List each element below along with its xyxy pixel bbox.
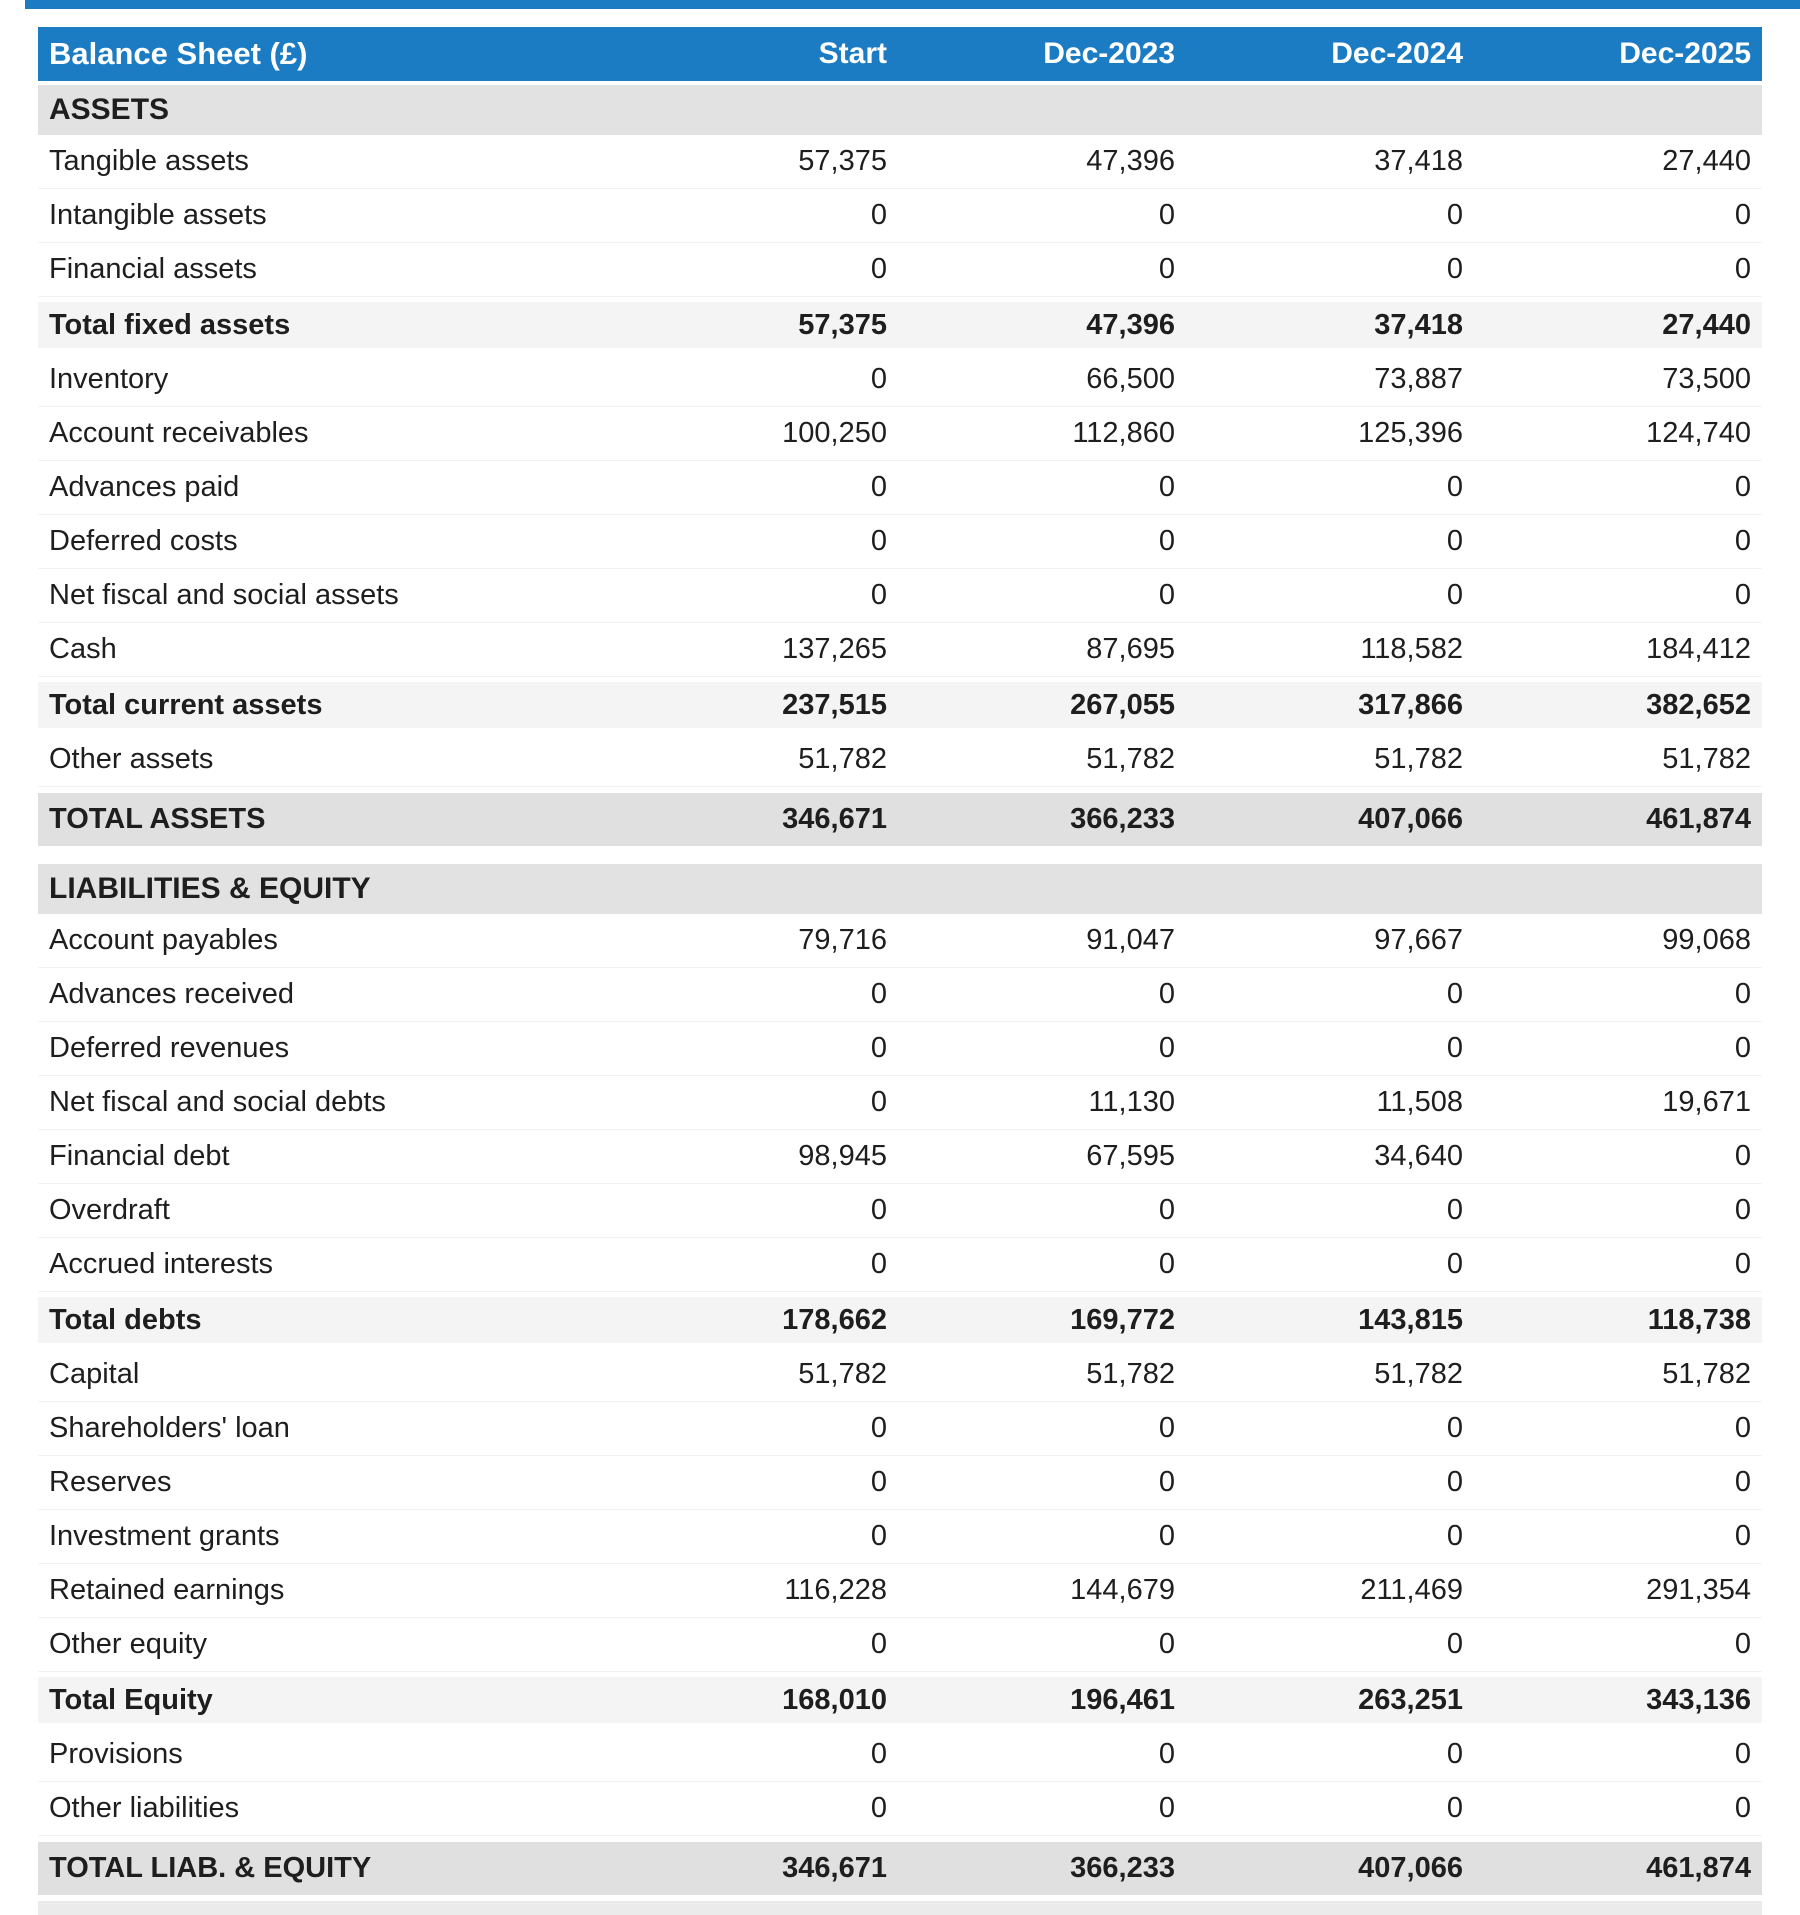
- cell-value: 11,508: [1376, 1086, 1463, 1118]
- cell-value: 0: [1158, 579, 1175, 611]
- cell-value: 100,250: [782, 417, 887, 449]
- cell-value: 57,375: [798, 145, 887, 177]
- cell-value: 407,066: [1358, 1852, 1463, 1884]
- row-label: Inventory: [49, 363, 169, 395]
- row-label: ASSETS: [49, 93, 170, 126]
- row-label: Account payables: [49, 924, 278, 956]
- cell-value: 0: [870, 199, 887, 231]
- cell-value: 178,662: [782, 1303, 887, 1336]
- cell-value: 0: [870, 525, 887, 557]
- cell-value: 0: [1158, 471, 1175, 503]
- column-header-start: Start: [818, 37, 887, 70]
- subtotal-row: [38, 1677, 1762, 1723]
- table-row: [38, 1456, 1762, 1510]
- cell-value: 407,066: [1358, 803, 1463, 835]
- cell-value: 19,671: [1662, 1086, 1751, 1118]
- cell-value: 99,068: [1662, 924, 1751, 956]
- row-label: Tangible assets: [49, 145, 249, 177]
- cell-value: 0: [1734, 1248, 1751, 1280]
- row-label: Cash: [49, 633, 117, 665]
- cell-value: 0: [870, 471, 887, 503]
- cell-value: 47,396: [1086, 308, 1175, 341]
- cell-value: 0: [1446, 1032, 1463, 1064]
- cell-value: 0: [1734, 1738, 1751, 1770]
- table-row: [38, 914, 1762, 968]
- row-label: Net fiscal and social assets: [49, 579, 399, 611]
- cell-value: 0: [1734, 579, 1751, 611]
- cell-value: 112,860: [1072, 417, 1175, 449]
- table-row: [38, 623, 1762, 677]
- cell-value: 125,396: [1358, 417, 1463, 449]
- cell-value: 0: [1734, 1628, 1751, 1660]
- cell-value: 137,265: [782, 633, 887, 665]
- row-label: Financial debt: [49, 1140, 230, 1172]
- table-row: [38, 1130, 1762, 1184]
- table-row: [38, 1348, 1762, 1402]
- cell-value: 11,130: [1088, 1086, 1175, 1118]
- row-label: Shareholders' loan: [49, 1412, 290, 1444]
- row-label: Intangible assets: [49, 199, 267, 231]
- cell-value: 47,396: [1086, 145, 1175, 177]
- table-row: [38, 189, 1762, 243]
- cell-value: 66,500: [1086, 363, 1175, 395]
- table-row: [38, 1564, 1762, 1618]
- section-heading-row: [38, 85, 1762, 135]
- cell-value: 346,671: [782, 1852, 887, 1884]
- cell-value: 366,233: [1070, 1852, 1175, 1884]
- cell-value: 98,945: [798, 1140, 887, 1172]
- cell-value: 0: [1446, 1792, 1463, 1824]
- row-label: Other assets: [49, 743, 214, 775]
- row-label: TOTAL ASSETS: [49, 803, 266, 835]
- cell-value: 382,652: [1646, 688, 1751, 721]
- row-label: Total current assets: [49, 688, 323, 721]
- grand-total-row: [38, 1842, 1762, 1895]
- cell-value: 51,782: [1662, 1358, 1751, 1390]
- cell-value: 0: [1734, 1792, 1751, 1824]
- cell-value: 143,815: [1358, 1303, 1463, 1336]
- row-label: Advances received: [49, 978, 295, 1010]
- row-label: Reserves: [49, 1466, 172, 1498]
- cell-value: 0: [870, 363, 887, 395]
- cell-value: 0: [1734, 1520, 1751, 1552]
- cell-value: 51,782: [1374, 743, 1463, 775]
- cell-value: 0: [1158, 1738, 1175, 1770]
- row-label: Advances paid: [49, 471, 240, 503]
- cell-value: 79,716: [798, 924, 887, 956]
- cell-value: 0: [870, 1792, 887, 1824]
- cell-value: 0: [1734, 1412, 1751, 1444]
- grand-total-row: [38, 793, 1762, 846]
- row-label: Deferred revenues: [49, 1032, 290, 1064]
- table-row: [38, 1510, 1762, 1564]
- row-label: Account receivables: [49, 417, 309, 449]
- cell-value: 87,695: [1086, 633, 1175, 665]
- cell-value: 0: [1734, 1194, 1751, 1226]
- cell-value: 0: [870, 1032, 887, 1064]
- cell-value: 91,047: [1086, 924, 1175, 956]
- cell-value: 0: [870, 978, 887, 1010]
- table-row: [38, 407, 1762, 461]
- table-title: Balance Sheet (£): [49, 36, 308, 71]
- cell-value: 0: [1446, 1194, 1463, 1226]
- cell-value: 0: [1734, 199, 1751, 231]
- cell-value: 0: [1446, 471, 1463, 503]
- table-row: [38, 353, 1762, 407]
- row-label: Total debts: [49, 1303, 202, 1336]
- balance-sheet-table: [38, 27, 1762, 1915]
- cell-value: 0: [1446, 1628, 1463, 1660]
- cell-value: 0: [1734, 253, 1751, 285]
- row-label: Overdraft: [49, 1194, 170, 1226]
- cell-value: 73,500: [1662, 363, 1751, 395]
- cell-value: 0: [1446, 1520, 1463, 1552]
- cell-value: 51,782: [798, 743, 887, 775]
- cell-value: 461,874: [1646, 1852, 1751, 1884]
- cell-value: 0: [870, 253, 887, 285]
- cell-value: 73,887: [1374, 363, 1463, 395]
- cell-value: 0: [1158, 1194, 1175, 1226]
- row-label: Net fiscal and social debts: [49, 1086, 386, 1118]
- cell-value: 118,582: [1360, 633, 1463, 665]
- cell-value: 169,772: [1070, 1303, 1175, 1336]
- cell-value: 0: [1446, 1738, 1463, 1770]
- table-header-row: [38, 27, 1762, 81]
- cell-value: 461,874: [1646, 803, 1751, 835]
- cell-value: 51,782: [1662, 743, 1751, 775]
- cell-value: 343,136: [1646, 1683, 1751, 1716]
- cell-value: 0: [1158, 1520, 1175, 1552]
- cell-value: 0: [1158, 253, 1175, 285]
- cell-value: 0: [1446, 525, 1463, 557]
- section-heading-row: [38, 864, 1762, 914]
- table-row: [38, 135, 1762, 189]
- cell-value: 0: [1446, 199, 1463, 231]
- subtotal-row: [38, 1297, 1762, 1343]
- row-label: TOTAL LIAB. & EQUITY: [49, 1852, 372, 1884]
- row-label: Other liabilities: [49, 1792, 240, 1824]
- cell-value: 0: [870, 1466, 887, 1498]
- cell-value: 291,354: [1646, 1574, 1751, 1606]
- subtotal-row: [38, 302, 1762, 348]
- cell-value: 0: [1734, 978, 1751, 1010]
- table-body: [38, 85, 1762, 1895]
- table-row: [38, 461, 1762, 515]
- top-edge-strip: [25, 0, 1800, 9]
- subtotal-row: [38, 682, 1762, 728]
- cell-value: 263,251: [1358, 1683, 1463, 1716]
- cell-value: 0: [1446, 978, 1463, 1010]
- row-label: Total fixed assets: [49, 308, 291, 341]
- cell-value: 0: [1734, 525, 1751, 557]
- cell-value: 0: [1158, 1032, 1175, 1064]
- cell-value: 0: [870, 1194, 887, 1226]
- cell-value: 0: [1734, 1140, 1751, 1172]
- cell-value: 0: [1158, 1412, 1175, 1444]
- row-label: Capital: [49, 1358, 140, 1390]
- cell-value: 0: [870, 579, 887, 611]
- cell-value: 211,469: [1360, 1574, 1463, 1606]
- table-row: [38, 1022, 1762, 1076]
- table-row: [38, 1076, 1762, 1130]
- table-row: [38, 968, 1762, 1022]
- cell-value: 51,782: [1086, 743, 1175, 775]
- cell-value: 51,782: [1374, 1358, 1463, 1390]
- cell-value: 0: [1446, 579, 1463, 611]
- cell-value: 346,671: [782, 803, 887, 835]
- row-label: LIABILITIES & EQUITY: [49, 872, 371, 905]
- cell-value: 0: [1158, 978, 1175, 1010]
- row-label: Accrued interests: [49, 1248, 274, 1280]
- table-row: [38, 1184, 1762, 1238]
- table-row: [38, 1728, 1762, 1782]
- cell-value: 37,418: [1374, 308, 1463, 341]
- cell-value: 196,461: [1070, 1683, 1175, 1716]
- table-row: [38, 1402, 1762, 1456]
- cell-value: 0: [1446, 1466, 1463, 1498]
- cell-value: 34,640: [1374, 1140, 1463, 1172]
- cell-value: 0: [1734, 1466, 1751, 1498]
- cell-value: 97,667: [1374, 924, 1463, 956]
- cell-value: 67,595: [1086, 1140, 1175, 1172]
- cell-value: 0: [1446, 253, 1463, 285]
- cell-value: 0: [870, 1086, 887, 1118]
- cell-value: 51,782: [798, 1358, 887, 1390]
- cell-value: 366,233: [1070, 803, 1175, 835]
- row-label: Deferred costs: [49, 525, 238, 557]
- cell-value: 124,740: [1646, 417, 1751, 449]
- cell-value: 116,228: [784, 1574, 887, 1606]
- column-header-dec-2023: Dec-2023: [1043, 37, 1175, 70]
- cell-value: 168,010: [782, 1683, 887, 1716]
- cell-value: 0: [1734, 471, 1751, 503]
- cell-value: 144,679: [1070, 1574, 1175, 1606]
- table-row: [38, 1782, 1762, 1836]
- row-label: Total Equity: [49, 1683, 213, 1716]
- column-header-dec-2025: Dec-2025: [1619, 37, 1751, 70]
- cell-value: 0: [1158, 525, 1175, 557]
- cell-value: 0: [870, 1412, 887, 1444]
- cell-value: 0: [1158, 1628, 1175, 1660]
- cell-value: 0: [1158, 1792, 1175, 1824]
- cell-value: 0: [1158, 199, 1175, 231]
- table-row: [38, 1238, 1762, 1292]
- row-label: Retained earnings: [49, 1574, 285, 1606]
- table-row: [38, 243, 1762, 297]
- cell-value: 118,738: [1647, 1303, 1751, 1336]
- cell-value: 27,440: [1662, 308, 1751, 341]
- cell-value: 184,412: [1646, 633, 1751, 665]
- cell-value: 0: [870, 1628, 887, 1660]
- cell-value: 51,782: [1086, 1358, 1175, 1390]
- cell-value: 0: [870, 1520, 887, 1552]
- cell-value: 27,440: [1662, 145, 1751, 177]
- cell-value: 0: [870, 1738, 887, 1770]
- cell-value: 237,515: [782, 688, 887, 721]
- cell-value: 0: [1158, 1466, 1175, 1498]
- table-row: [38, 1618, 1762, 1672]
- row-label: Investment grants: [49, 1520, 280, 1552]
- table-row: [38, 515, 1762, 569]
- table-row: [38, 569, 1762, 623]
- row-label: Provisions: [49, 1738, 183, 1770]
- cell-value: 0: [1158, 1248, 1175, 1280]
- cell-value: 317,866: [1358, 688, 1463, 721]
- cell-value: 0: [1446, 1248, 1463, 1280]
- table-row: [38, 733, 1762, 787]
- row-label: Financial assets: [49, 253, 257, 285]
- column-header-dec-2024: Dec-2024: [1331, 37, 1463, 70]
- cell-value: 0: [1734, 1032, 1751, 1064]
- cell-value: 0: [870, 1248, 887, 1280]
- cell-value: 0: [1446, 1412, 1463, 1444]
- cell-value: 37,418: [1374, 145, 1463, 177]
- cell-value: 57,375: [798, 308, 887, 341]
- cell-value: 267,055: [1070, 688, 1175, 721]
- row-label: Other equity: [49, 1628, 207, 1660]
